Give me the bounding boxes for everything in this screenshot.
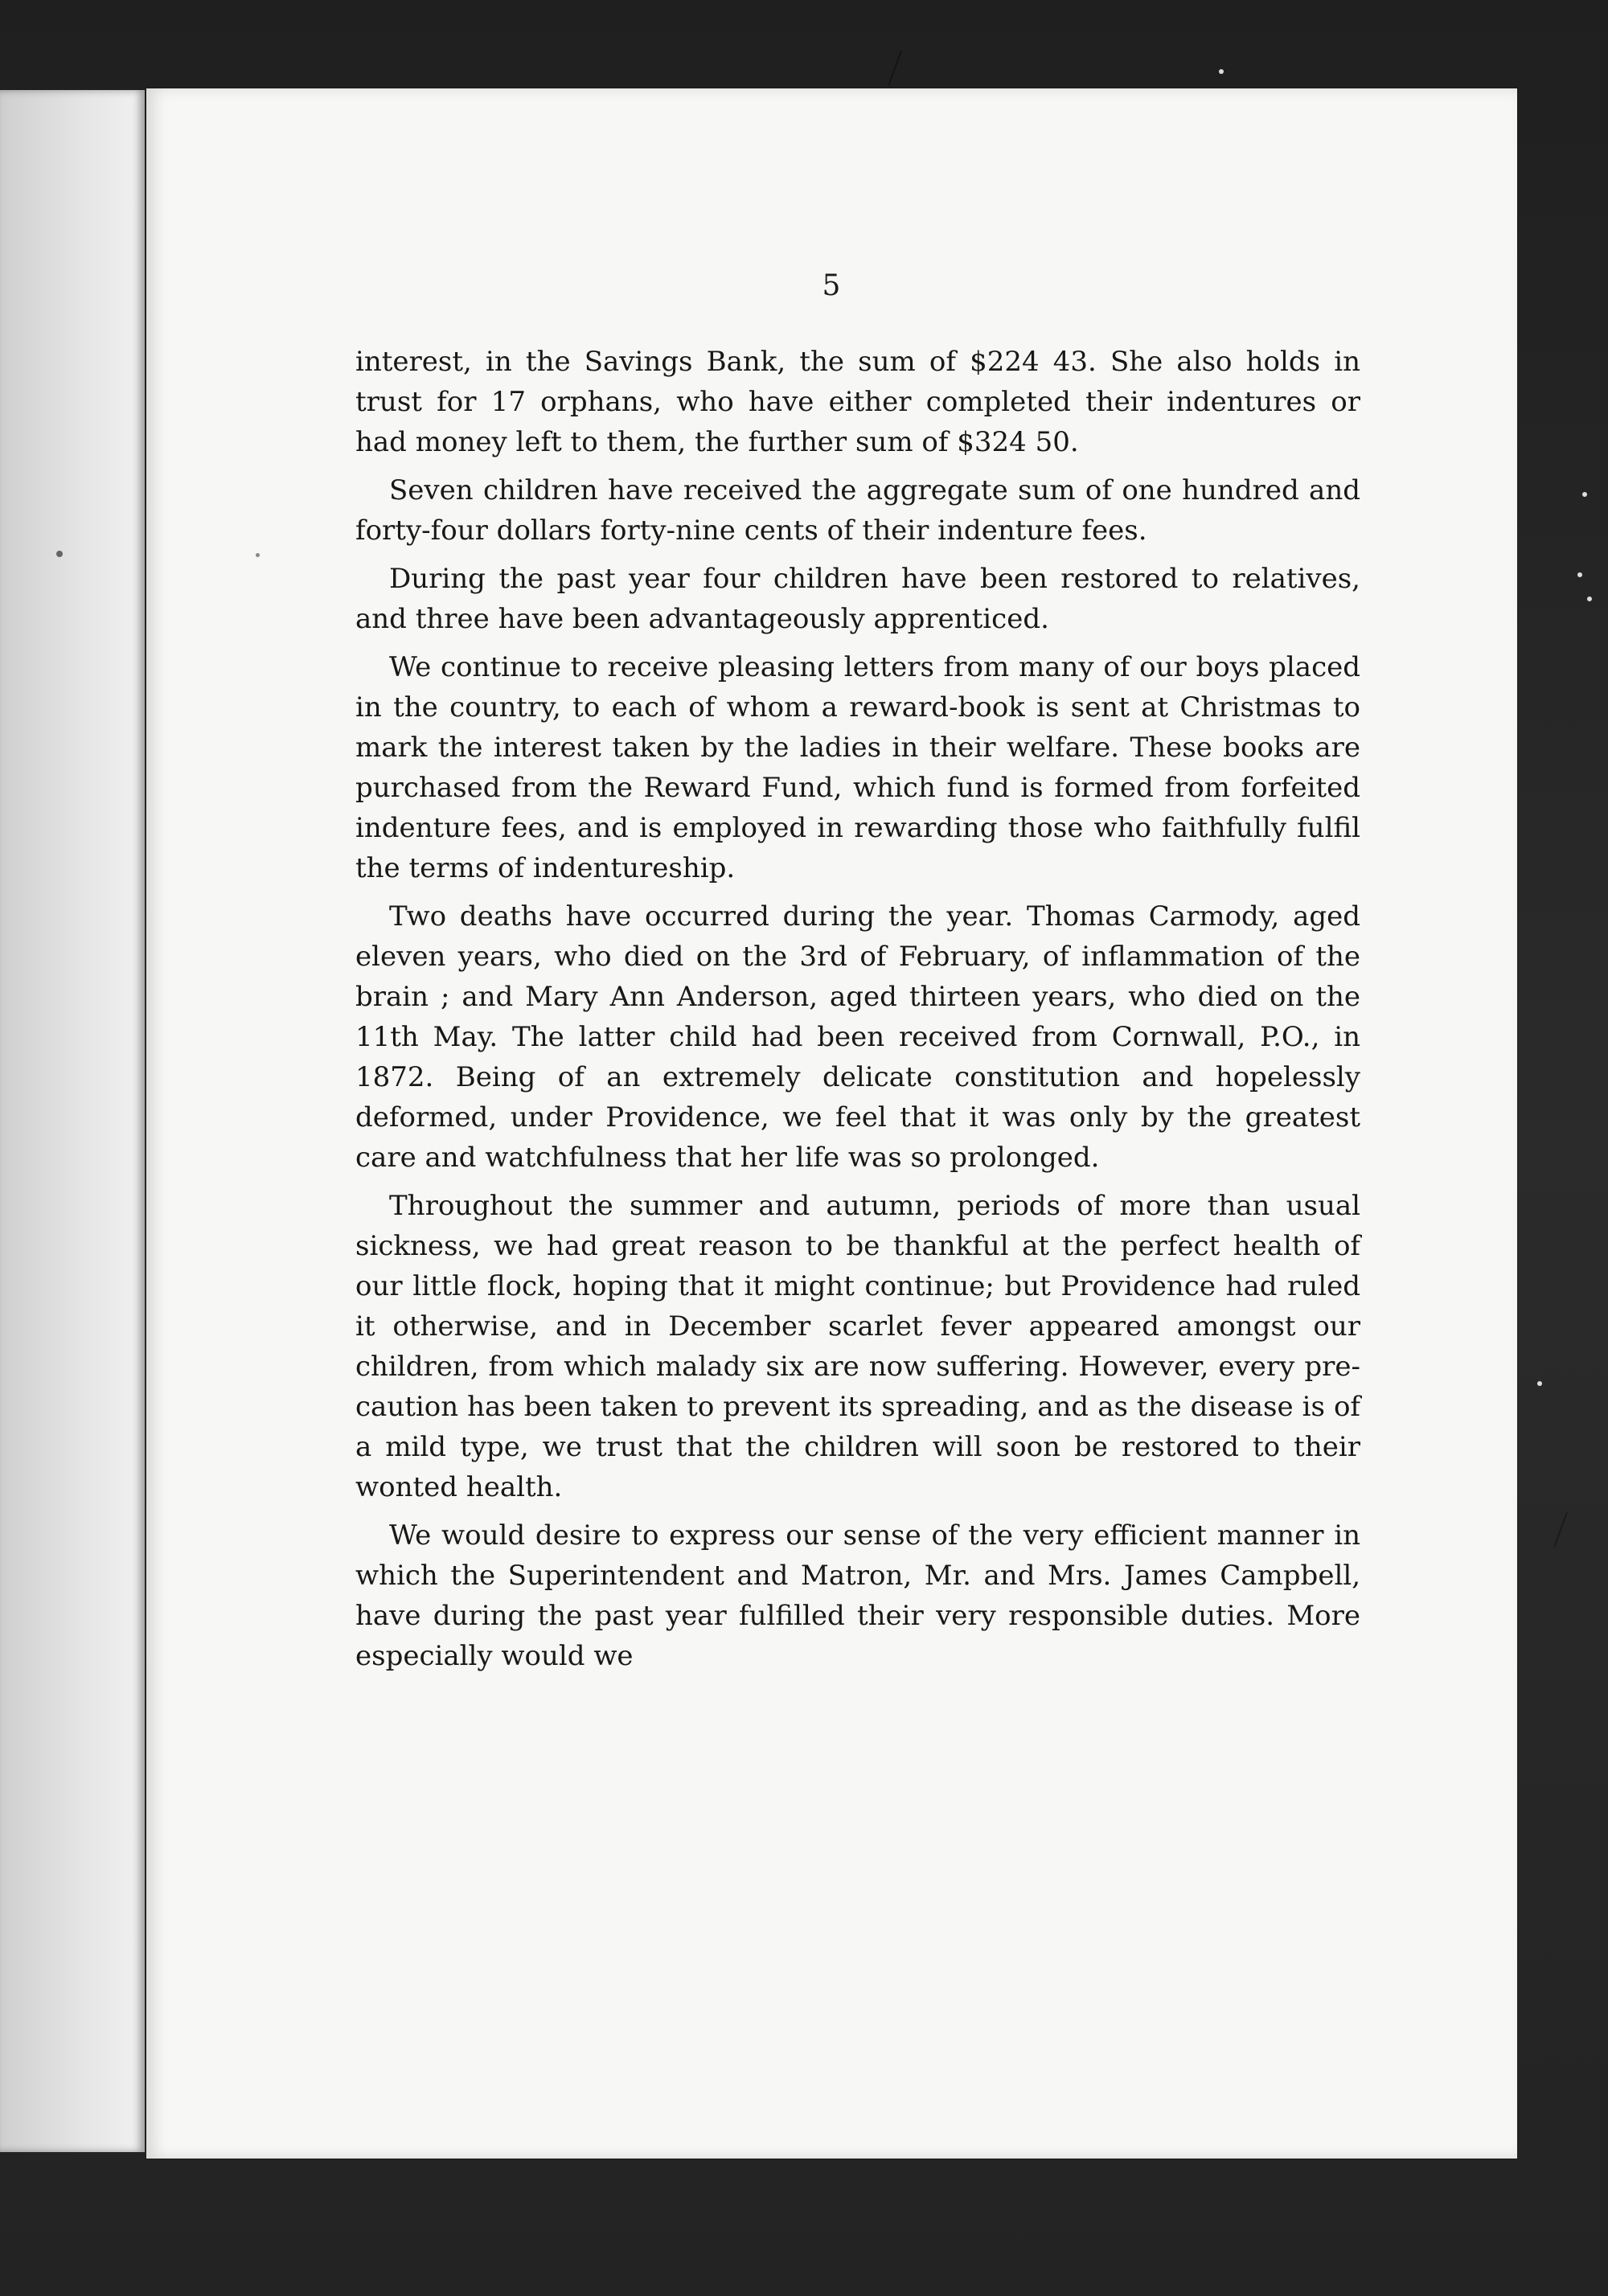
paragraph-5: Two deaths have occurred during the year. Thomas Carmody, aged eleven years, who died on the 3rd of February, of inflammation of the brain ; and Mary Ann Anderson, aged thirteen years, who died on the 11th May. The latter child had been received from Cornwall, P.O., in 1872. Being of an extremely delicate constitution and hopelessly deformed, under Providence, we feel that it was only by the greatest care and watchfulness that her life was so prolonged. bbox=[355, 900, 1360, 1174]
scan-speck bbox=[56, 551, 63, 557]
scan-speck bbox=[1587, 597, 1592, 601]
scan-speck bbox=[256, 553, 260, 557]
scan-speck bbox=[1582, 492, 1587, 497]
document-page bbox=[146, 88, 1517, 2159]
left-page-edge bbox=[0, 90, 145, 2152]
paragraph-7: We would desire to express our sense of the very efficient manner in which the Superintendent and Matron, Mr. and Mrs. James Campbell, have during the past year fulfilled their very responsible duties. More especially would we bbox=[355, 1519, 1360, 1672]
body-text bbox=[355, 342, 1360, 1684]
paragraph-2: Seven children have received the aggregate sum of one hundred and forty-four dollars forty-nine cents of their indenture fees. bbox=[355, 474, 1360, 547]
paragraph-6: Throughout the summer and autumn, periods of more than usual sickness, we had great reason to be thankful at the perfect health of our little flock, hoping that it might continue; but Providence had ruled it otherwise, and in December scarlet fever appeared amongst our children, from which malady six are now suffering. However, every precaution has been taken to prevent its spreading, and as the disease is of a mild type, we trust that the children will soon be restored to their wonted health. bbox=[355, 1190, 1360, 1503]
paragraph-4: We continue to receive pleasing letters from many of our boys placed in the country, to each of whom a reward-book is sent at Christmas to mark the interest taken by the ladies in their welfare. These books are purchased from the Reward Fund, which fund is formed from forfeited indenture fees, and is employed in rewarding those who faithfully fulfil the terms of indentureship. bbox=[355, 651, 1360, 884]
scan-speck bbox=[1219, 69, 1224, 74]
page-number: 5 bbox=[822, 269, 842, 302]
paragraph-1: interest, in the Savings Bank, the sum of $224 43. She also holds in trust for 17 orphans, who have either completed their indentures or had money left to them, the further sum of $324 50. bbox=[355, 346, 1360, 458]
paragraph-3: During the past year four children have been restored to relatives, and three have been advantageously apprenticed. bbox=[355, 563, 1360, 635]
scan-speck bbox=[1537, 1381, 1542, 1386]
scan-speck bbox=[1577, 572, 1582, 577]
